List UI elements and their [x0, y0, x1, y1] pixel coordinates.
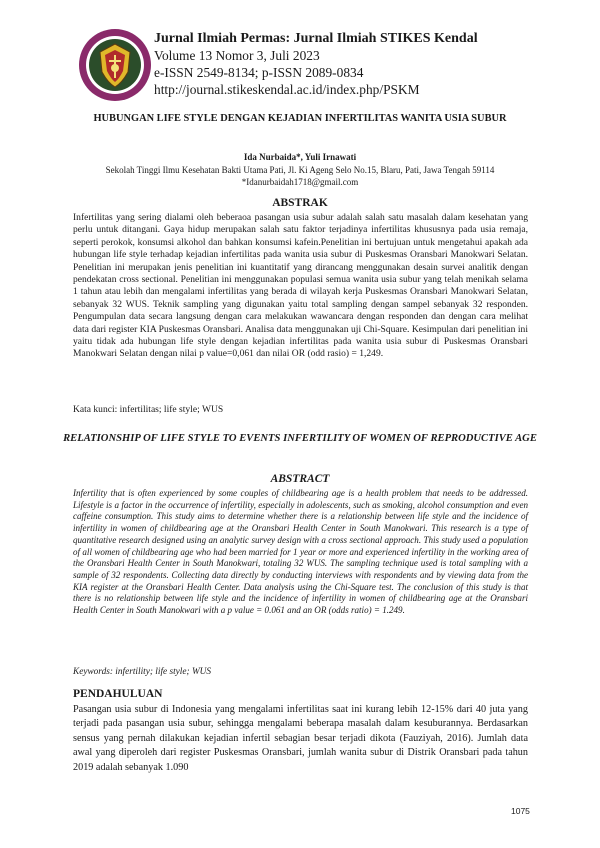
pendahuluan-heading: PENDAHULUAN — [73, 688, 163, 700]
pendahuluan-text: Pasangan usia subur di Indonesia yang mengalami infertilitas saat ini kurang lebih 12-15% dari 40 juta yang terjadi pada pasangan usia subur, sehingga mengalami beberapa masalah dalam kesuburannya. Berdasarkan sensus yang pernah dilakukan kejadian infertil sebagian besar terjadi dikota (Fauziyah, 2016). Jumlah data awal yang diperoleh dari register Puskesmas Oransbari, jumlah wanita subur di Distrik Oransbari pada tahun 2019 adalah sebanyak 1.090 — [73, 704, 528, 773]
paper-email[interactable]: *Idanurbaidah1718@gmail.com — [241, 177, 359, 187]
paper-affiliation: Sekolah Tinggi Ilmu Kesehatan Bakti Utama Pati, Jl. Ki Ageng Selo No.15, Blaru, Pati, Jawa Tengah 59114 — [105, 165, 495, 175]
journal-issn: e-ISSN 2549-8134; p-ISSN 2089-0834 — [154, 65, 364, 80]
journal-header — [0, 0, 600, 104]
journal-logo-icon — [78, 28, 152, 102]
journal-info — [154, 30, 478, 98]
journal-url[interactable]: http://journal.stikeskendal.ac.id/index.php/PSKM — [154, 82, 420, 97]
paper-title: HUBUNGAN LIFE STYLE DENGAN KEJADIAN INFERTILITAS WANITA USIA SUBUR — [93, 113, 507, 124]
abstract-keywords: Keywords: infertility; life style; WUS — [73, 667, 212, 677]
journal-volume: Volume 13 Nomor 3, Juli 2023 — [154, 48, 320, 63]
paper-authors: Ida Nurbaida*, Yuli Irnawati — [243, 152, 357, 162]
page-number: 1075 — [511, 806, 530, 816]
abstrak-heading: ABSTRAK — [272, 197, 328, 209]
abstract-text: Infertility that is often experienced by some couples of childbearing age is a health problem that needs to be addressed. Lifestyle is a factor in the occurrence of infertility, especially in adolescents, such as smoking, alcohol consumption and even caffeine consumption. This study aims to determine whether there is a relationship between life style and the incidence of infertility in women of childbearing age at the Oransbari Health Center in South Manokwari. This research is a type of quantitative research designed using an analytic survey design with a cross sectional approach. This study used a population of all women of childbearing age who had been married for 1 year or more and experienced infertility in the working area of the Oransbari Health Center in South Manokwari, totaling 32 WUS. The sampling technique used is total sampling with a sample of 32 respondents. Collecting data directly by conducting interviews with respondents and by viewing data from the KIA register at the Oransbari Health Center. Data analysis using the Chi-Square test. The conclusion of this study is that there is no relationship between life style and the incidence of infertility in women of childbearing age at the Oransbari Health Center in South Manokwari with a p value = 0.061 and an OR (odds ratio) = 1.249. — [73, 488, 528, 616]
abstrak-text: Infertilitas yang sering dialami oleh beberaoa pasangan usia subur adalah salah satu masalah dalam kesehatan yang perlu untuk ditangani. Gaya hidup merupakan salah satu faktor terjadinya infertilitas khususnya pada usia remaja, seperti perokok, konsumsi alkohol dan bahkan konsumsi kafein.Penelitian ini bertujuan untuk mengetahui apakah ada hubungan life style terhadap kejadian infertilitas pada wanita usia subur di Puskesmas Oransbari Manokwari Selatan. Penelitian ini merupakan jenis penelitian ini kuantitatif yang dirancang menggunakan desain survei analitik dengan pendekatan cross sectional. Penelitian ini menggunakan populasi semua wanita usia subur yang telah menikah selama 1 tahun atau lebih dan mengalami infertilitas yang berada di wilayah kerja Puskesmas Oransbari Manokwari Selatan, sebanyak 32 WUS. Teknik sampling yang digunakan yaitu total sampling dengan sampel sebanyak 32 responden. Pengumpulan data secara langsung dengan cara melakukan wawancara dengan responden dan dengan cara melihat data dari register KIA Puskesmas Oransbari. Analisa data menggunakan uji Chi-Square. Kesimpulan dari penelitian ini yaitu tidak ada hubungan life style dengan kejadian infertilitas pada wanita usia subur di Puskesmas Oransbari Manokwari Selatan dengan nilai p value=0,061 dan nilai OR (odd rasio) = 1,249. — [73, 212, 528, 360]
abstrak-keywords: Kata kunci: infertilitas; life style; WUS — [73, 404, 224, 415]
abstract-heading: ABSTRACT — [270, 473, 330, 485]
journal-name: Jurnal Ilmiah Permas: Jurnal Ilmiah STIKES Kendal — [154, 31, 478, 46]
english-title: RELATIONSHIP OF LIFE STYLE TO EVENTS INFERTILITY OF WOMEN OF REPRODUCTIVE AGE — [63, 433, 537, 444]
